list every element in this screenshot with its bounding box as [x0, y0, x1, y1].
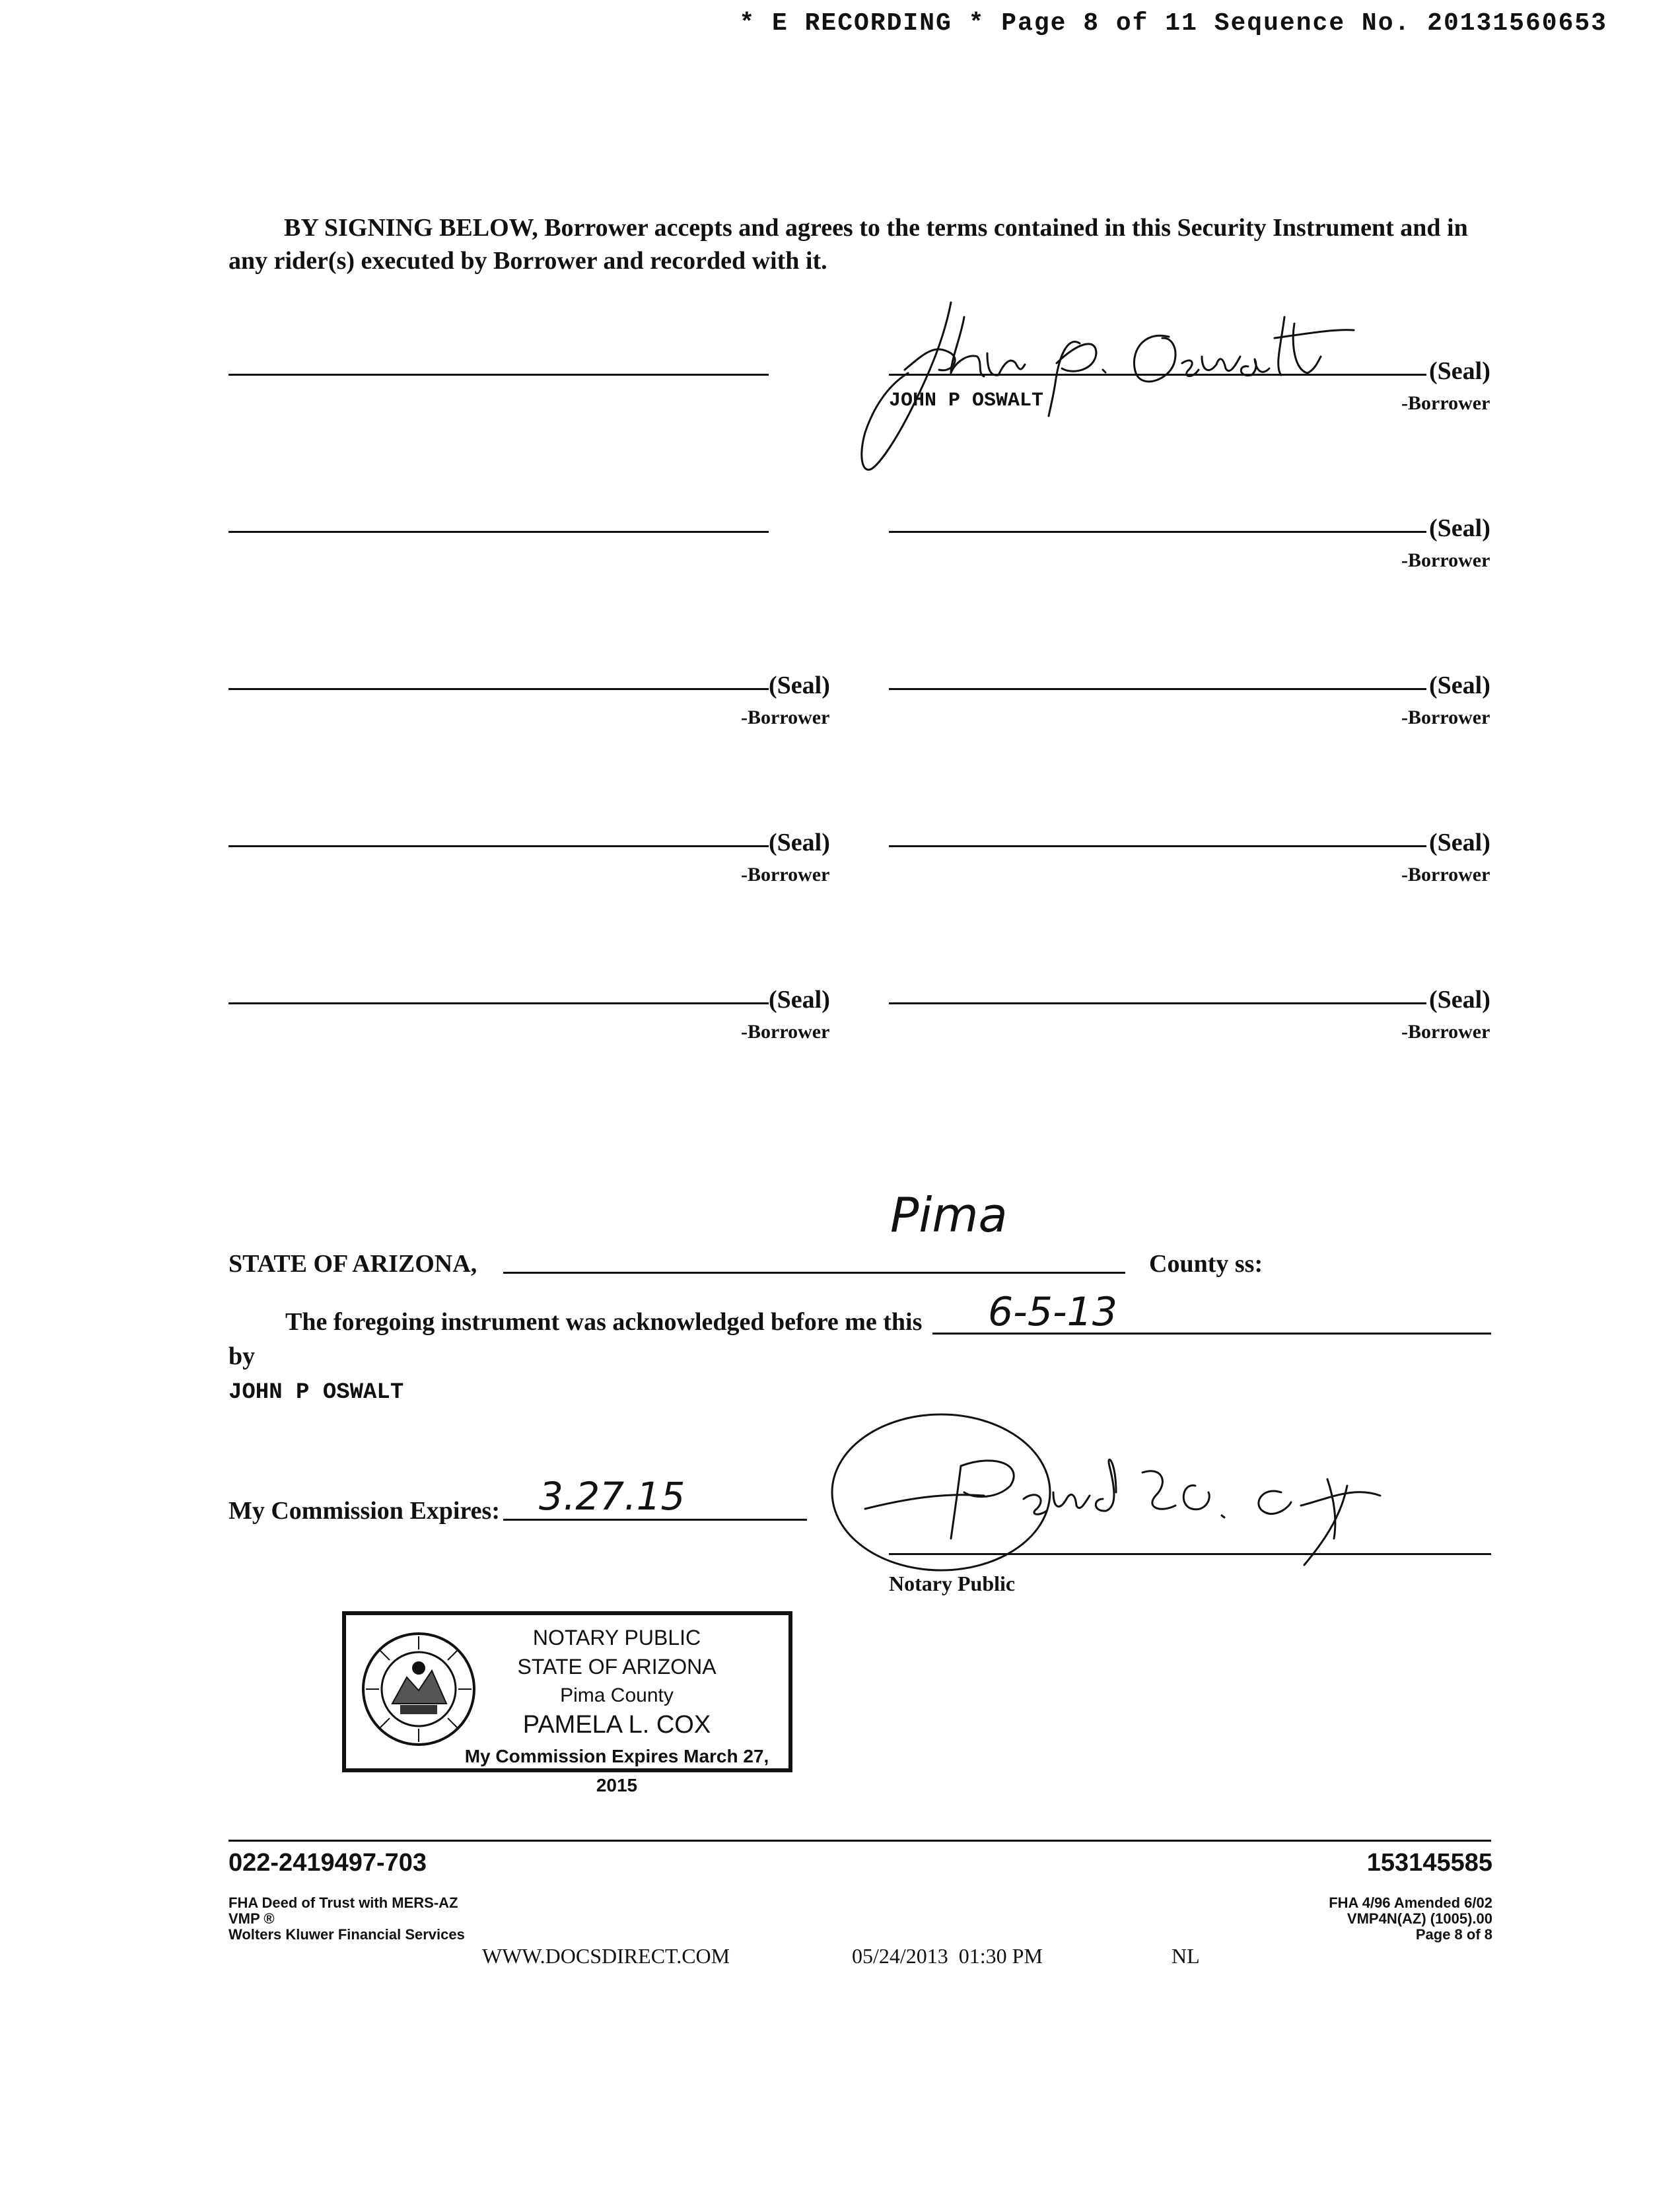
signing-intro: [228, 211, 1483, 277]
borrower-label: -Borrower: [1401, 707, 1490, 728]
signature-line-left-2: [228, 531, 769, 533]
form-title: FHA Deed of Trust with MERS-AZ: [228, 1894, 458, 1911]
stamp-line-expires: My Commission Expires March 27, 2015: [464, 1746, 769, 1795]
notary-stamp: [342, 1611, 792, 1795]
seal-label: (Seal): [1429, 986, 1490, 1014]
seal-label: (Seal): [1429, 672, 1490, 699]
signature-line-right-3: [889, 688, 1426, 690]
preparer-initials: NL: [1172, 1944, 1200, 1968]
signature-line-left-1: [228, 374, 769, 376]
notary-public-label: Notary Public: [889, 1572, 1016, 1595]
loan-number: 022-2419497-703: [228, 1849, 427, 1877]
borrower-label: -Borrower: [1401, 1021, 1490, 1043]
signature-line-right-2: [889, 531, 1426, 533]
vmp-mark: VMP ®: [228, 1910, 275, 1927]
seal-label: (Seal): [769, 986, 830, 1014]
state-label: STATE OF ARIZONA,: [228, 1250, 477, 1278]
seal-label: (Seal): [769, 672, 830, 699]
commission-line: [503, 1519, 807, 1521]
foregoing-text: The foregoing instrument was acknowledged before me this: [285, 1308, 923, 1336]
form-version: FHA 4/96 Amended 6/02: [1329, 1894, 1492, 1911]
footer-rule: [228, 1840, 1491, 1842]
borrower-label: -Borrower: [1401, 549, 1490, 571]
print-timestamp: 05/24/2013 01:30 PM: [852, 1944, 1043, 1968]
publisher: Wolters Kluwer Financial Services: [228, 1926, 465, 1943]
footer-right: [1329, 1895, 1492, 1943]
stamp-line-name: PAMELA L. COX: [522, 1711, 711, 1739]
borrower-label: -Borrower: [1401, 864, 1490, 885]
notary-signature: [825, 1400, 1420, 1585]
seal-label: (Seal): [1429, 357, 1490, 385]
county-line: [503, 1272, 1125, 1274]
county-handwritten: Pima: [890, 1187, 1008, 1243]
stamp-line-county: Pima County: [560, 1684, 674, 1706]
recording-header: * E RECORDING * Page 8 of 11 Sequence No. 20131560653: [739, 9, 1607, 38]
form-number: 153145585: [1366, 1849, 1492, 1877]
page-count: Page 8 of 8: [1415, 1926, 1492, 1943]
borrower-label: -Borrower: [741, 707, 830, 728]
borrower-signature: [852, 291, 1400, 489]
seal-label: (Seal): [1429, 514, 1490, 542]
commission-label: My Commission Expires:: [228, 1497, 500, 1525]
signing-intro-text: BY SIGNING BELOW, Borrower accepts and agrees to the terms contained in this Security Instrument and in any rider(s) executed by Borrower and recorded with it.: [228, 214, 1468, 275]
form-code: VMP4N(AZ) (1005).00: [1347, 1910, 1492, 1927]
county-label: County ss:: [1149, 1250, 1263, 1278]
seal-label: (Seal): [1429, 829, 1490, 856]
by-label: by: [228, 1342, 256, 1370]
signature-line-left-5: [228, 1002, 769, 1004]
commission-handwritten: 3.27.15: [539, 1474, 685, 1519]
stamp-line-state: STATE OF ARIZONA: [517, 1655, 717, 1679]
stamp-line-notary-public: NOTARY PUBLIC: [532, 1626, 701, 1649]
date-handwritten: 6-5-13: [988, 1289, 1117, 1335]
signature-line-right-5: [889, 1002, 1426, 1004]
borrower-label: -Borrower: [1401, 392, 1490, 414]
footer-left: [228, 1895, 465, 1943]
signer-typed-name: JOHN P OSWALT: [889, 390, 1044, 412]
seal-label: (Seal): [769, 829, 830, 856]
signature-line-left-3: [228, 688, 769, 690]
signature-line-right-4: [889, 845, 1426, 847]
website: WWW.DOCSDIRECT.COM: [482, 1944, 730, 1968]
signature-line-left-4: [228, 845, 769, 847]
borrower-label: -Borrower: [741, 864, 830, 885]
acknowledged-name: JOHN P OSWALT: [228, 1380, 404, 1405]
borrower-label: -Borrower: [741, 1021, 830, 1043]
